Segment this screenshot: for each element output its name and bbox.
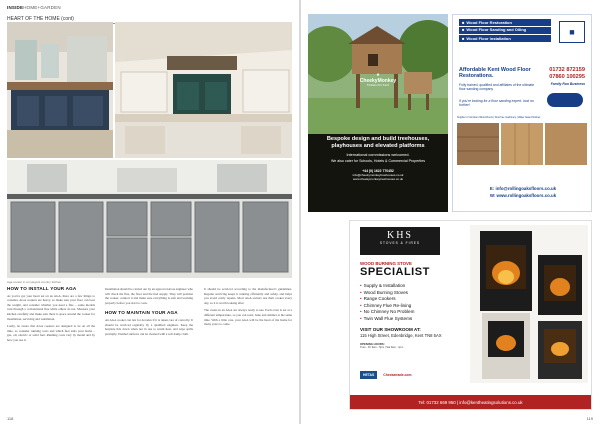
photo-caption: Aga cooker in an elegant country kitchen: [7, 280, 62, 284]
floor-pullman-badge: [547, 93, 583, 107]
treehouse-line1: International commissions welcomed.: [346, 153, 410, 158]
floor-tag: Family Run Business: [550, 82, 585, 86]
floor-email: E: info@rollingoaksfloors.co.uk: [489, 186, 557, 191]
photo-aga-kitchen: [115, 22, 292, 158]
floor-badge-2: ■ Wood Floor Sanding and Oiling: [459, 27, 551, 34]
stove-contact-bar: Tel: 01732 669 950 | info@kentheatingsolutions.co.uk: [350, 395, 591, 409]
floor-phone-1: 01732 872159: [549, 67, 585, 73]
treehouse-logo-icon: ●: [376, 72, 380, 78]
col2-paragraph-2: An AGA cooker can last for decades if it is taken care of correctly. It should be serviced regularly by a qualified engineer. Keep the hotplate lids down when not in use to retain heat, and wipe spills promptly. Enamel surfaces can be cleaned with a soft damp cloth.: [105, 317, 193, 336]
floor-tick-icon: ■: [462, 20, 465, 25]
stove-bullet: • Twin Wall Flue Systems: [360, 315, 413, 321]
floor-tick-icon: ■: [462, 35, 465, 41]
floor-web: W: www.rollingoaksfloors.co.uk: [489, 193, 557, 198]
stove-heading-top: WOOD BURNING STOVE: [360, 261, 412, 266]
section-title: HEART OF THE HOME (cont): [7, 16, 292, 24]
treehouse-headline: Bespoke design and build treehouses, playhouses and elevated platforms: [326, 136, 430, 149]
treehouse-line2: We also cater for Schools, Hotels & Commercial Properties: [330, 159, 425, 164]
floor-badge-1: ■ Wood Floor Restoration: [459, 19, 551, 26]
treehouse-email: info@cheekymonkeytreehouses.co.uk: [352, 172, 404, 177]
stove-logo-sub: STOVES & FIRES: [379, 241, 421, 245]
article-column-2: [105, 287, 193, 336]
magazine-header: [7, 5, 61, 10]
stove-bullet: • No Chimney No Problem: [360, 309, 415, 315]
col1-paragraph-2: Lastly, be aware that AGA cookers are designed to be on all the time, so consider running costs and which fuel suits your home – gas, oil, electric or solid fuel. Running costs vary by model and by how you use it.: [7, 324, 95, 342]
page-number-right: 119: [586, 416, 593, 421]
stove-logo-text: KHS: [386, 230, 413, 241]
treehouse-phone: +44 (0) 1622 770452: [362, 168, 394, 173]
treehouse-web: www.cheekymonkeytreehouses.co.uk: [352, 176, 404, 181]
floor-phone-2: 07860 100295: [549, 74, 585, 80]
photo-kitchen-island: [7, 22, 113, 158]
stove-visit-label: VISIT OUR SHOWROOM AT:: [360, 327, 421, 332]
floor-badge-3: ■ Wood Floor Installation: [459, 35, 551, 42]
right-page: [301, 0, 600, 424]
brand-suffix: HOME+GARDEN: [23, 5, 61, 10]
article-column-1: [7, 285, 95, 343]
floor-body: Fully trained, qualified and affiliates of the ultimate floor sanding company: [459, 83, 535, 92]
ad-wood-floors: [452, 14, 592, 212]
treehouse-brand: [308, 72, 448, 87]
checkatrade-logo: Checkatrade.com: [383, 373, 412, 377]
ad-stoves: [349, 220, 592, 410]
stove-heading-main: SPECIALIST: [360, 266, 430, 278]
treehouse-brand-sub: TREEHOUSES: [366, 84, 390, 87]
stove-bullet: • Range Cookers: [360, 296, 396, 302]
article-column-3: [204, 287, 292, 327]
stove-hours-label: OPENING HOURS:: [360, 342, 385, 347]
col1-paragraph-1: As you've got your heart set on an AGA, there are a few things to consider. AGA cookers are heavy, so make sure your floor can bear the weight, and consider whether you need a flue – some models vent through a conventional flue while others do not. Measure your kitchen carefully and make sure there is space around the cooker for installation, servicing and ventilation.: [7, 293, 95, 321]
floor-footer-strip: Supplier of Junckers Wood Floors | Dust free machinery | Water based finishes: [457, 116, 541, 119]
col3-paragraph-1: It should be serviced according to the manufacturer's guidelines. Regular servicing keeps it running efficiently and safely, and helps you avoid costly repairs. Most AGA owners use their cooker every day, so it is worth looking after.: [204, 287, 292, 305]
left-page: [0, 0, 299, 424]
stove-bullet-list: [360, 283, 460, 323]
heading-install: HOW TO INSTALL YOUR AGA: [7, 286, 77, 291]
col2-paragraph-1: Installation should be carried out by an approved AGA engineer who will check the flue, the floor and the fuel supply. They will position the cooker, connect it and make sure everything is safe and working properly before you start to cook.: [105, 287, 193, 305]
stove-member-logos: [360, 371, 412, 379]
floor-tick-icon: ■: [462, 27, 465, 32]
hetas-logo: HETAS: [360, 371, 377, 379]
brand-prefix: INSIDE: [7, 5, 24, 10]
stove-logo: [360, 227, 440, 255]
floor-logo-icon: ■: [559, 21, 585, 43]
treehouse-brand-name: CheekyMonkey: [359, 78, 397, 84]
heading-maintain: HOW TO MAINTAIN YOUR AGA: [105, 310, 178, 316]
stove-address: 115 High Street, Edenbridge, Kent TN8 5AX: [360, 333, 442, 338]
stove-hours: Tues - Fri 9am - 5pm | Sat 9am - 1pm: [360, 346, 404, 350]
page-number-left: 118: [7, 416, 14, 421]
floor-question: If you're looking for a floor sanding expert, look no further!: [459, 99, 534, 108]
stove-bullet: • Supply & Installation: [360, 283, 406, 288]
floor-headline: Affordable Kent Wood Floor Restorations.: [459, 67, 531, 79]
col3-paragraph-2: The ovens in an AGA are always ready to use. Each oven is set at a different temperature, so you can roast, bake and simmer at the same time. With a little care, your AGA will be the heart of the home for many years to come.: [204, 308, 292, 327]
stove-bullet: • Wood Burning Stoves: [360, 289, 408, 295]
floor-photos: [457, 123, 587, 165]
photo-grey-cabinets: [7, 160, 292, 278]
stove-bullet: • Chimney Flue Re-lining: [360, 302, 412, 308]
ad-treehouses: [308, 14, 448, 212]
stove-photos: [470, 225, 588, 383]
